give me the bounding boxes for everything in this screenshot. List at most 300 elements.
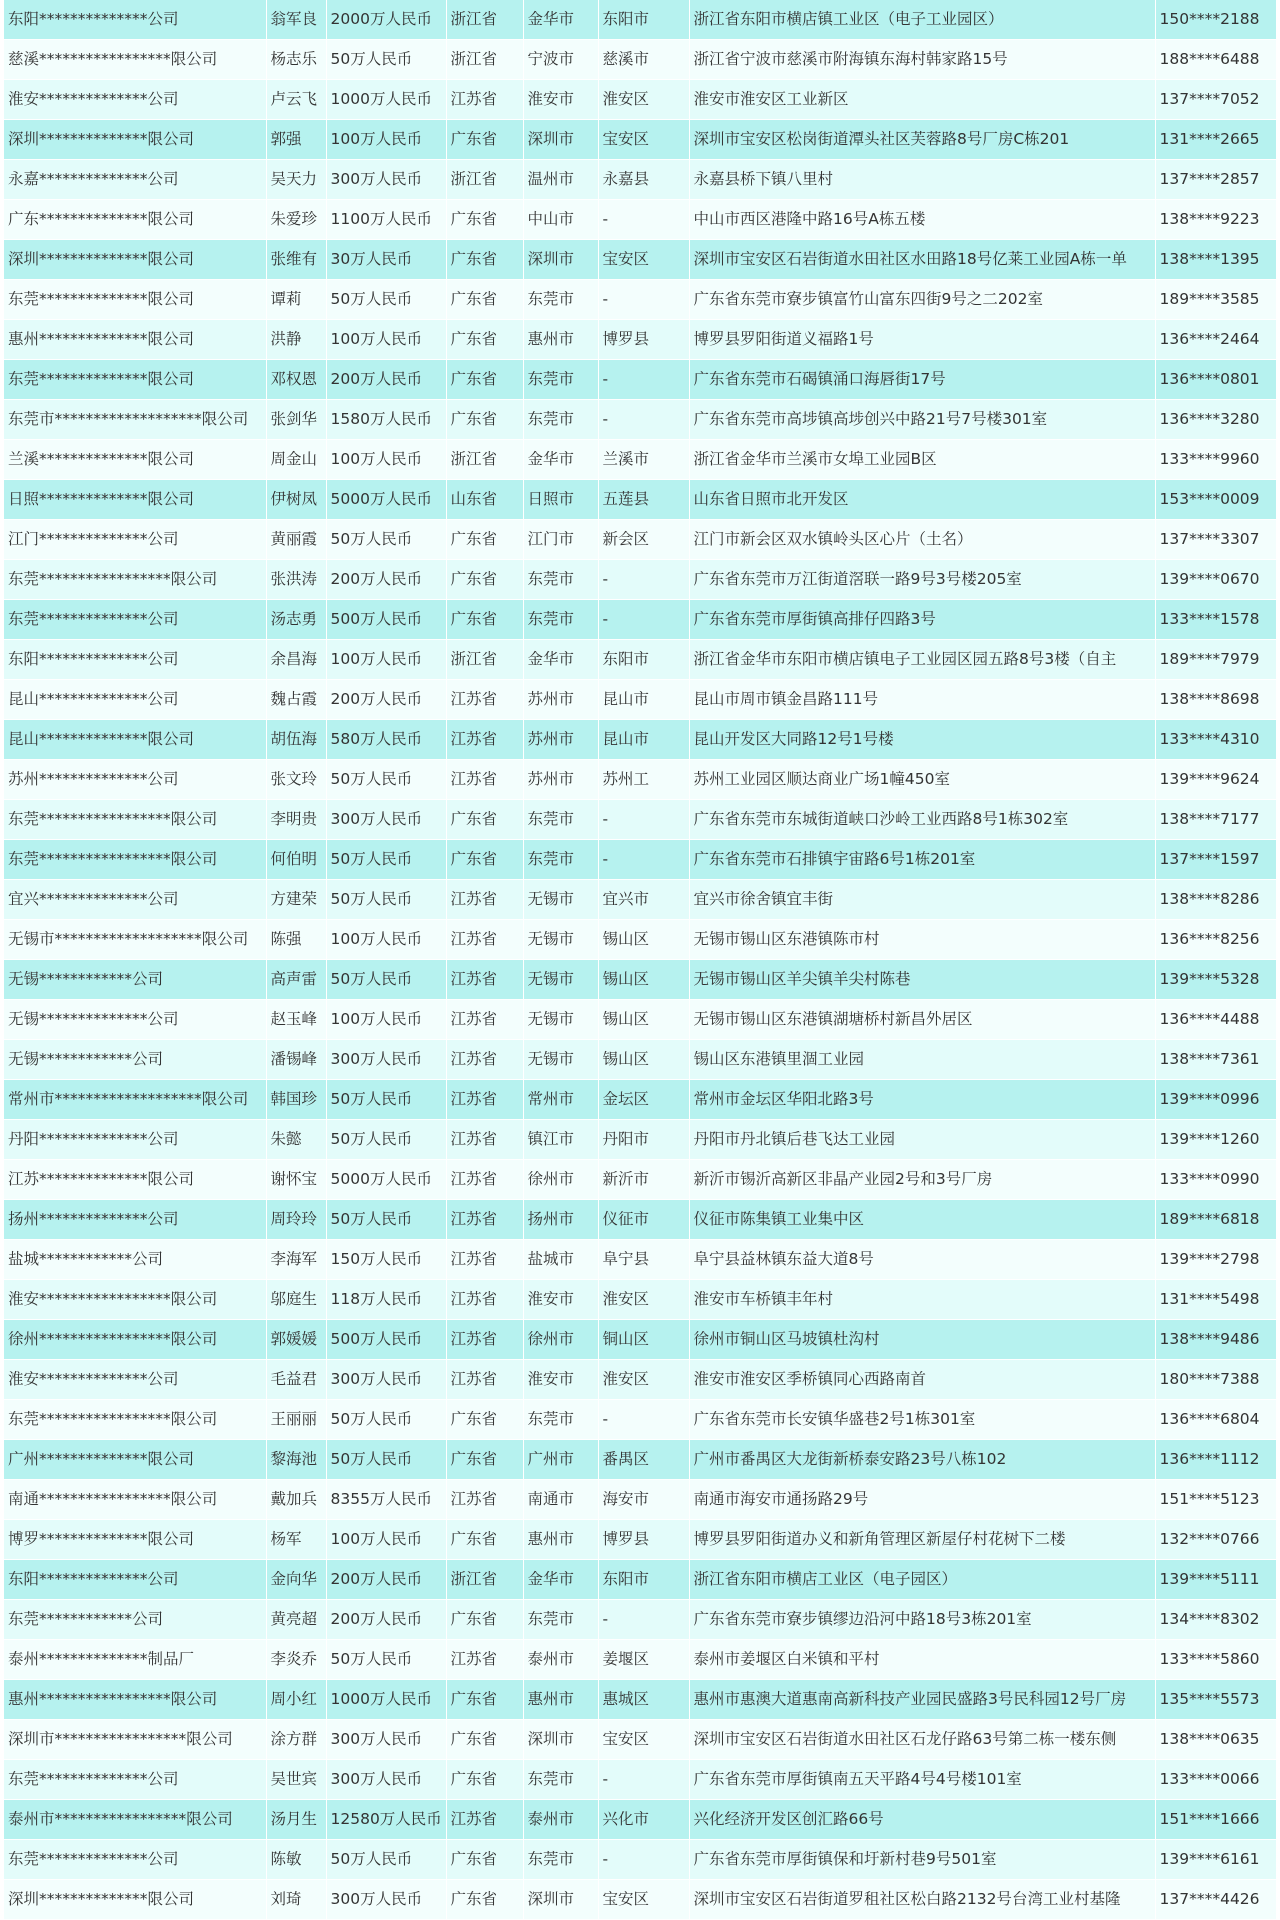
phone-cell: 189****7979 [1155, 640, 1276, 680]
phone-cell: 136****1112 [1155, 1440, 1276, 1480]
district-cell: - [598, 1760, 689, 1800]
province-cell: 江苏省 [446, 1000, 523, 1040]
city-cell: 泰州市 [523, 1800, 598, 1840]
registered-capital-cell: 100万人民币 [326, 1520, 446, 1560]
registered-capital-cell: 50万人民币 [326, 1120, 446, 1160]
company-name-cell: 南通*****************限公司 [4, 1480, 266, 1520]
district-cell: 永嘉县 [598, 160, 689, 200]
contact-name-cell: 方建荣 [266, 880, 326, 920]
table-row[interactable] [4, 1040, 1276, 1080]
contact-name-cell: 何伯明 [266, 840, 326, 880]
phone-cell: 139****5328 [1155, 960, 1276, 1000]
contact-name-cell: 洪静 [266, 320, 326, 360]
address-cell: 浙江省东阳市横店工业区（电子园区） [689, 1560, 1155, 1600]
table-row[interactable] [4, 0, 1276, 40]
city-cell: 惠州市 [523, 1520, 598, 1560]
table-row[interactable] [4, 1600, 1276, 1640]
company-name-cell: 东莞**************公司 [4, 1760, 266, 1800]
contact-name-cell: 涂方群 [266, 1720, 326, 1760]
contact-name-cell: 王丽丽 [266, 1400, 326, 1440]
phone-cell: 136****3280 [1155, 400, 1276, 440]
phone-cell: 133****0990 [1155, 1160, 1276, 1200]
address-cell: 广东省东莞市厚街镇高排仔四路3号 [689, 600, 1155, 640]
province-cell: 江苏省 [446, 680, 523, 720]
contact-name-cell: 刘琦 [266, 1880, 326, 1920]
phone-cell: 133****4310 [1155, 720, 1276, 760]
city-cell: 苏州市 [523, 720, 598, 760]
province-cell: 江苏省 [446, 1080, 523, 1120]
table-row[interactable] [4, 1800, 1276, 1840]
contact-name-cell: 黄丽霞 [266, 520, 326, 560]
table-row[interactable] [4, 120, 1276, 160]
registered-capital-cell: 8355万人民币 [326, 1480, 446, 1520]
province-cell: 江苏省 [446, 1200, 523, 1240]
city-cell: 惠州市 [523, 320, 598, 360]
contact-name-cell: 吴世宾 [266, 1760, 326, 1800]
table-row[interactable] [4, 1880, 1276, 1920]
company-name-cell: 东莞市*******************限公司 [4, 400, 266, 440]
phone-cell: 138****7177 [1155, 800, 1276, 840]
province-cell: 江苏省 [446, 1640, 523, 1680]
address-cell: 浙江省金华市东阳市横店镇电子工业园区园五路8号3楼（自主 [689, 640, 1155, 680]
company-name-cell: 昆山**************限公司 [4, 720, 266, 760]
table-row[interactable] [4, 40, 1276, 80]
table-row[interactable] [4, 80, 1276, 120]
province-cell: 江苏省 [446, 1240, 523, 1280]
company-name-cell: 慈溪*****************限公司 [4, 40, 266, 80]
address-cell: 深圳市宝安区石岩街道罗租社区松白路2132号台湾工业村基隆 [689, 1880, 1155, 1920]
phone-cell: 188****6488 [1155, 40, 1276, 80]
registered-capital-cell: 300万人民币 [326, 1360, 446, 1400]
registered-capital-cell: 50万人民币 [326, 1080, 446, 1120]
phone-cell: 137****1597 [1155, 840, 1276, 880]
table-row[interactable] [4, 1000, 1276, 1040]
contact-name-cell: 赵玉峰 [266, 1000, 326, 1040]
district-cell: 五莲县 [598, 480, 689, 520]
contact-name-cell: 胡伍海 [266, 720, 326, 760]
province-cell: 浙江省 [446, 440, 523, 480]
table-row[interactable] [4, 560, 1276, 600]
registered-capital-cell: 150万人民币 [326, 1240, 446, 1280]
company-table [4, 0, 1277, 1920]
address-cell: 广东省东莞市厚街镇保和圩新村巷9号501室 [689, 1840, 1155, 1880]
registered-capital-cell: 50万人民币 [326, 760, 446, 800]
city-cell: 淮安市 [523, 80, 598, 120]
district-cell: - [598, 600, 689, 640]
contact-name-cell: 伊树凤 [266, 480, 326, 520]
registered-capital-cell: 50万人民币 [326, 520, 446, 560]
company-name-cell: 淮安**************公司 [4, 1360, 266, 1400]
province-cell: 江苏省 [446, 1160, 523, 1200]
province-cell: 广东省 [446, 560, 523, 600]
address-cell: 广东省东莞市长安镇华盛巷2号1栋301室 [689, 1400, 1155, 1440]
contact-name-cell: 潘锡峰 [266, 1040, 326, 1080]
contact-name-cell: 黎海池 [266, 1440, 326, 1480]
phone-cell: 139****0670 [1155, 560, 1276, 600]
address-cell: 锡山区东港镇里涸工业园 [689, 1040, 1155, 1080]
address-cell: 无锡市锡山区东港镇湖塘桥村新昌外居区 [689, 1000, 1155, 1040]
company-table-body [4, 0, 1276, 1920]
table-row[interactable] [4, 1360, 1276, 1400]
contact-name-cell: 杨军 [266, 1520, 326, 1560]
company-name-cell: 东莞*****************限公司 [4, 800, 266, 840]
address-cell: 苏州工业园区顺达商业广场1幢450室 [689, 760, 1155, 800]
table-row[interactable] [4, 840, 1276, 880]
district-cell: 淮安区 [598, 1280, 689, 1320]
registered-capital-cell: 500万人民币 [326, 600, 446, 640]
province-cell: 江苏省 [446, 1040, 523, 1080]
table-row[interactable] [4, 1120, 1276, 1160]
contact-name-cell: 卢云飞 [266, 80, 326, 120]
city-cell: 深圳市 [523, 1880, 598, 1920]
province-cell: 江苏省 [446, 1800, 523, 1840]
city-cell: 泰州市 [523, 1640, 598, 1680]
phone-cell: 136****4488 [1155, 1000, 1276, 1040]
table-row[interactable] [4, 1320, 1276, 1360]
company-name-cell: 东阳**************公司 [4, 640, 266, 680]
city-cell: 东莞市 [523, 1760, 598, 1800]
registered-capital-cell: 50万人民币 [326, 280, 446, 320]
table-row[interactable] [4, 1680, 1276, 1720]
table-row[interactable] [4, 1480, 1276, 1520]
address-cell: 江门市新会区双水镇岭头区心片（土名） [689, 520, 1155, 560]
address-cell: 惠州市惠澳大道惠南高新科技产业园民盛路3号民科园12号厂房 [689, 1680, 1155, 1720]
phone-cell: 131****2665 [1155, 120, 1276, 160]
district-cell: - [598, 400, 689, 440]
phone-cell: 137****4426 [1155, 1880, 1276, 1920]
company-name-cell: 徐州*****************限公司 [4, 1320, 266, 1360]
address-cell: 浙江省金华市兰溪市女埠工业园B区 [689, 440, 1155, 480]
table-row[interactable] [4, 480, 1276, 520]
province-cell: 江苏省 [446, 1320, 523, 1360]
district-cell: 昆山市 [598, 720, 689, 760]
address-cell: 浙江省宁波市慈溪市附海镇东海村韩家路15号 [689, 40, 1155, 80]
province-cell: 广东省 [446, 1840, 523, 1880]
table-row[interactable] [4, 720, 1276, 760]
company-name-cell: 深圳市*****************限公司 [4, 1720, 266, 1760]
province-cell: 江苏省 [446, 1120, 523, 1160]
company-name-cell: 常州市*******************限公司 [4, 1080, 266, 1120]
contact-name-cell: 张维有 [266, 240, 326, 280]
address-cell: 无锡市锡山区东港镇陈市村 [689, 920, 1155, 960]
district-cell: - [598, 280, 689, 320]
city-cell: 镇江市 [523, 1120, 598, 1160]
address-cell: 深圳市宝安区石岩街道水田社区水田路18号亿莱工业园A栋一单 [689, 240, 1155, 280]
contact-name-cell: 高声雷 [266, 960, 326, 1000]
registered-capital-cell: 30万人民币 [326, 240, 446, 280]
company-name-cell: 惠州*****************限公司 [4, 1680, 266, 1720]
phone-cell: 139****1260 [1155, 1120, 1276, 1160]
address-cell: 新沂市锡沂高新区非晶产业园2号和3号厂房 [689, 1160, 1155, 1200]
registered-capital-cell: 300万人民币 [326, 1760, 446, 1800]
city-cell: 扬州市 [523, 1200, 598, 1240]
registered-capital-cell: 300万人民币 [326, 1720, 446, 1760]
address-cell: 广东省东莞市寮步镇缪边沿河中路18号3栋201室 [689, 1600, 1155, 1640]
contact-name-cell: 李明贵 [266, 800, 326, 840]
district-cell: - [598, 800, 689, 840]
phone-cell: 137****2857 [1155, 160, 1276, 200]
company-name-cell: 东莞**************限公司 [4, 280, 266, 320]
contact-name-cell: 汤月生 [266, 1800, 326, 1840]
contact-name-cell: 黄亮超 [266, 1600, 326, 1640]
contact-name-cell: 金向华 [266, 1560, 326, 1600]
registered-capital-cell: 5000万人民币 [326, 480, 446, 520]
address-cell: 中山市西区港隆中路16号A栋五楼 [689, 200, 1155, 240]
district-cell: 兴化市 [598, 1800, 689, 1840]
contact-name-cell: 余昌海 [266, 640, 326, 680]
address-cell: 浙江省东阳市横店镇工业区（电子工业园区） [689, 0, 1155, 40]
company-name-cell: 无锡**************公司 [4, 1000, 266, 1040]
province-cell: 江苏省 [446, 80, 523, 120]
registered-capital-cell: 50万人民币 [326, 1200, 446, 1240]
table-row[interactable] [4, 1760, 1276, 1800]
address-cell: 南通市海安市通扬路29号 [689, 1480, 1155, 1520]
city-cell: 常州市 [523, 1080, 598, 1120]
registered-capital-cell: 50万人民币 [326, 960, 446, 1000]
table-row[interactable] [4, 600, 1276, 640]
table-row[interactable] [4, 1280, 1276, 1320]
province-cell: 浙江省 [446, 640, 523, 680]
company-name-cell: 盐城************公司 [4, 1240, 266, 1280]
city-cell: 中山市 [523, 200, 598, 240]
company-name-cell: 永嘉**************公司 [4, 160, 266, 200]
city-cell: 东莞市 [523, 1840, 598, 1880]
phone-cell: 189****6818 [1155, 1200, 1276, 1240]
city-cell: 江门市 [523, 520, 598, 560]
table-row[interactable] [4, 640, 1276, 680]
city-cell: 东莞市 [523, 400, 598, 440]
address-cell: 淮安市车桥镇丰年村 [689, 1280, 1155, 1320]
company-name-cell: 博罗**************限公司 [4, 1520, 266, 1560]
address-cell: 博罗县罗阳街道义福路1号 [689, 320, 1155, 360]
contact-name-cell: 张文玲 [266, 760, 326, 800]
phone-cell: 133****0066 [1155, 1760, 1276, 1800]
province-cell: 广东省 [446, 1440, 523, 1480]
company-name-cell: 深圳**************限公司 [4, 120, 266, 160]
company-name-cell: 东阳**************公司 [4, 1560, 266, 1600]
registered-capital-cell: 50万人民币 [326, 40, 446, 80]
phone-cell: 139****0996 [1155, 1080, 1276, 1120]
province-cell: 广东省 [446, 600, 523, 640]
district-cell: 东阳市 [598, 1560, 689, 1600]
registered-capital-cell: 50万人民币 [326, 1400, 446, 1440]
contact-name-cell: 毛益君 [266, 1360, 326, 1400]
address-cell: 昆山市周市镇金昌路111号 [689, 680, 1155, 720]
district-cell: 昆山市 [598, 680, 689, 720]
city-cell: 徐州市 [523, 1160, 598, 1200]
company-name-cell: 深圳**************限公司 [4, 240, 266, 280]
table-row[interactable] [4, 920, 1276, 960]
district-cell: 铜山区 [598, 1320, 689, 1360]
table-row[interactable] [4, 1440, 1276, 1480]
city-cell: 温州市 [523, 160, 598, 200]
company-name-cell: 江苏**************限公司 [4, 1160, 266, 1200]
city-cell: 东莞市 [523, 280, 598, 320]
province-cell: 广东省 [446, 120, 523, 160]
registered-capital-cell: 1000万人民币 [326, 80, 446, 120]
address-cell: 山东省日照市北开发区 [689, 480, 1155, 520]
company-name-cell: 东莞*****************限公司 [4, 1400, 266, 1440]
table-row[interactable] [4, 960, 1276, 1000]
table-row[interactable] [4, 360, 1276, 400]
city-cell: 无锡市 [523, 920, 598, 960]
city-cell: 东莞市 [523, 1600, 598, 1640]
registered-capital-cell: 300万人民币 [326, 800, 446, 840]
address-cell: 广州市番禺区大龙街新桥泰安路23号八栋102 [689, 1440, 1155, 1480]
company-name-cell: 泰州**************制品厂 [4, 1640, 266, 1680]
table-row[interactable] [4, 1400, 1276, 1440]
phone-cell: 133****5860 [1155, 1640, 1276, 1680]
city-cell: 淮安市 [523, 1280, 598, 1320]
phone-cell: 133****1578 [1155, 600, 1276, 640]
company-name-cell: 东阳**************公司 [4, 0, 266, 40]
city-cell: 金华市 [523, 440, 598, 480]
phone-cell: 134****8302 [1155, 1600, 1276, 1640]
table-row[interactable] [4, 1840, 1276, 1880]
company-name-cell: 无锡市*******************限公司 [4, 920, 266, 960]
company-name-cell: 泰州市*****************限公司 [4, 1800, 266, 1840]
province-cell: 广东省 [446, 840, 523, 880]
address-cell: 淮安市淮安区季桥镇同心西路南首 [689, 1360, 1155, 1400]
table-row[interactable] [4, 240, 1276, 280]
address-cell: 广东省东莞市石排镇宇宙路6号1栋201室 [689, 840, 1155, 880]
contact-name-cell: 张洪涛 [266, 560, 326, 600]
district-cell: 宜兴市 [598, 880, 689, 920]
city-cell: 广州市 [523, 1440, 598, 1480]
city-cell: 无锡市 [523, 1000, 598, 1040]
contact-name-cell: 吴天力 [266, 160, 326, 200]
registered-capital-cell: 200万人民币 [326, 560, 446, 600]
registered-capital-cell: 118万人民币 [326, 1280, 446, 1320]
table-row[interactable] [4, 880, 1276, 920]
city-cell: 惠州市 [523, 1680, 598, 1720]
contact-name-cell: 周玲玲 [266, 1200, 326, 1240]
company-name-cell: 惠州**************限公司 [4, 320, 266, 360]
address-cell: 泰州市姜堰区白米镇和平村 [689, 1640, 1155, 1680]
phone-cell: 151****1666 [1155, 1800, 1276, 1840]
city-cell: 深圳市 [523, 120, 598, 160]
address-cell: 阜宁县益林镇东益大道8号 [689, 1240, 1155, 1280]
table-row[interactable] [4, 1240, 1276, 1280]
contact-name-cell: 陈强 [266, 920, 326, 960]
contact-name-cell: 朱爱珍 [266, 200, 326, 240]
city-cell: 淮安市 [523, 1360, 598, 1400]
contact-name-cell: 邬庭生 [266, 1280, 326, 1320]
district-cell: 宝安区 [598, 1880, 689, 1920]
province-cell: 广东省 [446, 200, 523, 240]
table-row[interactable] [4, 1560, 1276, 1600]
phone-cell: 139****9624 [1155, 760, 1276, 800]
table-row[interactable] [4, 760, 1276, 800]
table-row[interactable] [4, 200, 1276, 240]
city-cell: 东莞市 [523, 560, 598, 600]
district-cell: 金坛区 [598, 1080, 689, 1120]
district-cell: 苏州工 [598, 760, 689, 800]
company-name-cell: 无锡************公司 [4, 1040, 266, 1080]
province-cell: 广东省 [446, 1880, 523, 1920]
contact-name-cell: 朱懿 [266, 1120, 326, 1160]
table-row[interactable] [4, 160, 1276, 200]
city-cell: 南通市 [523, 1480, 598, 1520]
city-cell: 徐州市 [523, 1320, 598, 1360]
address-cell: 广东省东莞市万江街道滘联一路9号3号楼205室 [689, 560, 1155, 600]
table-row[interactable] [4, 320, 1276, 360]
table-row[interactable] [4, 280, 1276, 320]
contact-name-cell: 周小红 [266, 1680, 326, 1720]
contact-name-cell: 李炎乔 [266, 1640, 326, 1680]
table-row[interactable] [4, 680, 1276, 720]
province-cell: 山东省 [446, 480, 523, 520]
province-cell: 广东省 [446, 1520, 523, 1560]
city-cell: 金华市 [523, 1560, 598, 1600]
table-row[interactable] [4, 440, 1276, 480]
registered-capital-cell: 200万人民币 [326, 680, 446, 720]
table-row[interactable] [4, 400, 1276, 440]
phone-cell: 131****5498 [1155, 1280, 1276, 1320]
contact-name-cell: 魏占霞 [266, 680, 326, 720]
address-cell: 丹阳市丹北镇后巷飞达工业园 [689, 1120, 1155, 1160]
registered-capital-cell: 1000万人民币 [326, 1680, 446, 1720]
province-cell: 广东省 [446, 1760, 523, 1800]
city-cell: 无锡市 [523, 960, 598, 1000]
phone-cell: 150****2188 [1155, 0, 1276, 40]
contact-name-cell: 戴加兵 [266, 1480, 326, 1520]
province-cell: 广东省 [446, 1720, 523, 1760]
province-cell: 浙江省 [446, 0, 523, 40]
province-cell: 广东省 [446, 1400, 523, 1440]
province-cell: 江苏省 [446, 960, 523, 1000]
phone-cell: 133****9960 [1155, 440, 1276, 480]
contact-name-cell: 李海军 [266, 1240, 326, 1280]
contact-name-cell: 韩国珍 [266, 1080, 326, 1120]
phone-cell: 138****8698 [1155, 680, 1276, 720]
registered-capital-cell: 100万人民币 [326, 1000, 446, 1040]
district-cell: - [598, 560, 689, 600]
registered-capital-cell: 100万人民币 [326, 440, 446, 480]
phone-cell: 138****9223 [1155, 200, 1276, 240]
province-cell: 江苏省 [446, 720, 523, 760]
province-cell: 江苏省 [446, 1280, 523, 1320]
district-cell: 宝安区 [598, 120, 689, 160]
city-cell: 无锡市 [523, 880, 598, 920]
district-cell: 新会区 [598, 520, 689, 560]
table-row[interactable] [4, 800, 1276, 840]
company-name-cell: 兰溪**************限公司 [4, 440, 266, 480]
address-cell: 宜兴市徐舍镇宜丰街 [689, 880, 1155, 920]
company-name-cell: 广东**************限公司 [4, 200, 266, 240]
address-cell: 深圳市宝安区松岗街道潭头社区芙蓉路8号厂房C栋201 [689, 120, 1155, 160]
city-cell: 盐城市 [523, 1240, 598, 1280]
province-cell: 江苏省 [446, 880, 523, 920]
table-row[interactable] [4, 1520, 1276, 1560]
phone-cell: 136****0801 [1155, 360, 1276, 400]
table-row[interactable] [4, 520, 1276, 560]
table-row[interactable] [4, 1720, 1276, 1760]
province-cell: 江苏省 [446, 1360, 523, 1400]
address-cell: 无锡市锡山区羊尖镇羊尖村陈巷 [689, 960, 1155, 1000]
contact-name-cell: 汤志勇 [266, 600, 326, 640]
table-row[interactable] [4, 1160, 1276, 1200]
table-row[interactable] [4, 1200, 1276, 1240]
address-cell: 广东省东莞市厚街镇南五天平路4号4号楼101室 [689, 1760, 1155, 1800]
registered-capital-cell: 1580万人民币 [326, 400, 446, 440]
district-cell: 姜堰区 [598, 1640, 689, 1680]
table-row[interactable] [4, 1640, 1276, 1680]
district-cell: 慈溪市 [598, 40, 689, 80]
district-cell: 宝安区 [598, 240, 689, 280]
table-row[interactable] [4, 1080, 1276, 1120]
registered-capital-cell: 500万人民币 [326, 1320, 446, 1360]
